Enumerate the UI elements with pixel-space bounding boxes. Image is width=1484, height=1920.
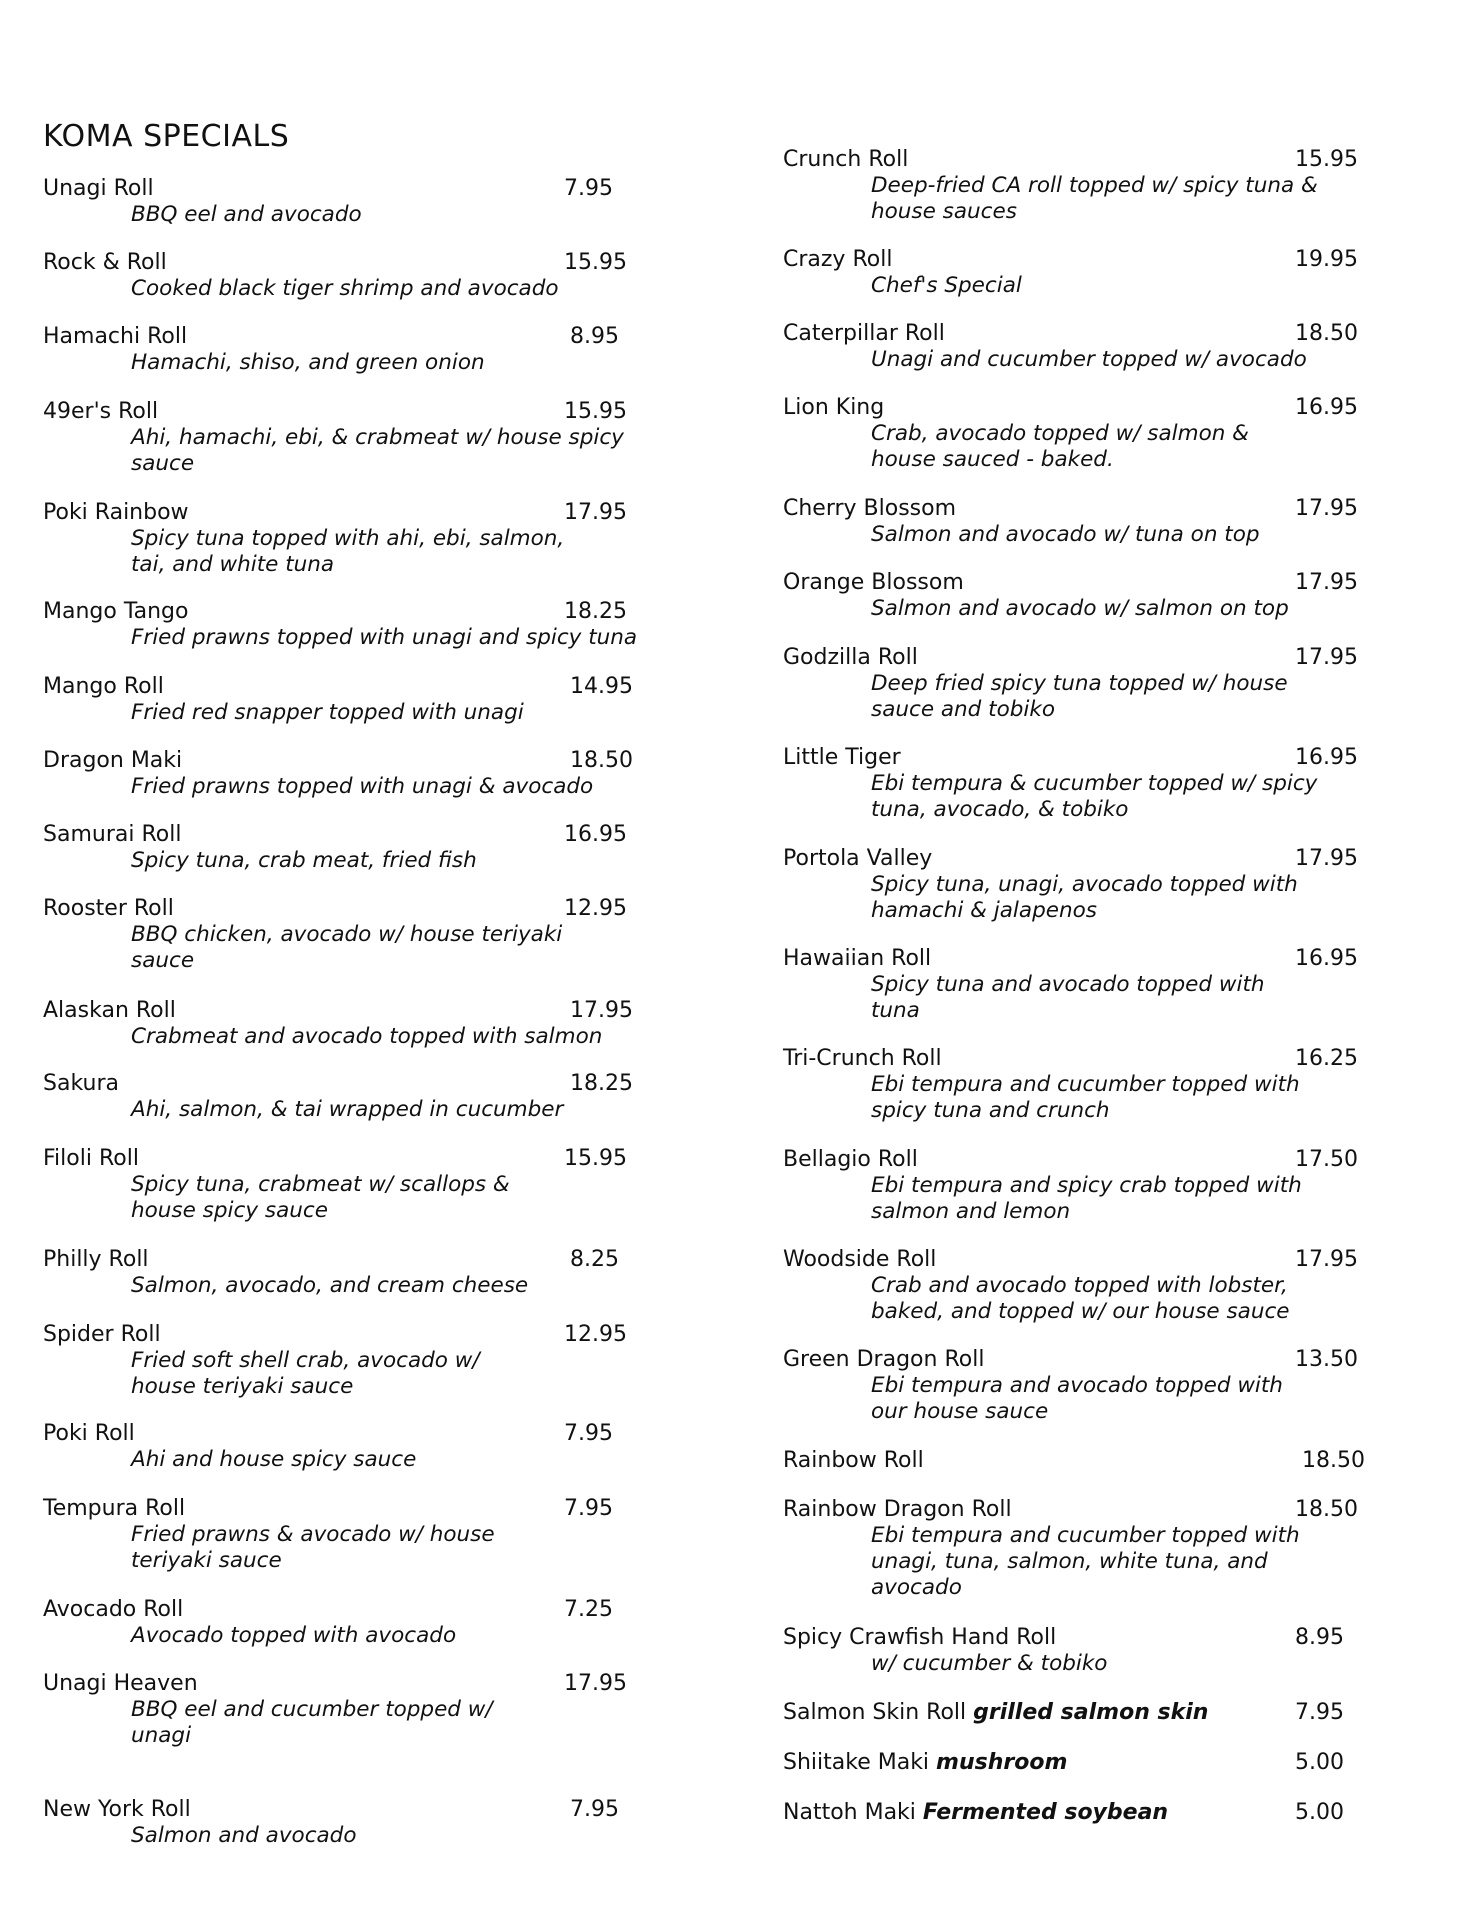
item-description <box>131 1097 671 1123</box>
item-name <box>43 1421 135 1446</box>
item-name <box>43 1671 198 1696</box>
item-description-line: Deep-fried CA roll topped w/ spicy tuna & <box>871 173 1318 198</box>
item-description <box>871 972 1411 1024</box>
item-price: 18.25 <box>564 599 627 624</box>
item-name <box>43 176 154 201</box>
item-description-line: Ebi tempura and cucumber topped with <box>871 1523 1300 1548</box>
item-name <box>783 147 908 172</box>
item-name-text: Rock & Roll <box>43 250 167 275</box>
item-description-line: unagi <box>131 1723 192 1748</box>
item-name <box>43 748 182 773</box>
item-name-text: Tempura Roll <box>43 1496 186 1521</box>
item-price: 16.95 <box>1295 946 1358 971</box>
item-description <box>871 522 1411 548</box>
item-description-line: sauce and tobiko <box>871 697 1055 722</box>
item-name-text: Philly Roll <box>43 1247 149 1272</box>
item-description-line: Ebi tempura and cucumber topped with <box>871 1072 1300 1097</box>
item-name <box>783 570 964 595</box>
item-price: 7.25 <box>564 1597 613 1622</box>
item-description <box>871 671 1411 723</box>
item-price: 8.95 <box>570 324 619 349</box>
item-description <box>871 1273 1411 1325</box>
item-description <box>131 1447 671 1473</box>
item-price: 17.95 <box>564 1671 627 1696</box>
item-name-text: Cherry Blossom <box>783 496 957 521</box>
item-name-text: Filoli Roll <box>43 1146 139 1171</box>
item-price: 15.95 <box>564 1146 627 1171</box>
item-price: 17.95 <box>1295 496 1358 521</box>
item-name <box>783 1448 924 1473</box>
item-description <box>871 421 1411 473</box>
item-description-line: house sauces <box>871 199 1017 224</box>
item-name-text: Avocado Roll <box>43 1597 184 1622</box>
item-description-line: Spicy tuna topped with ahi, ebi, salmon, <box>131 526 565 551</box>
item-name-text: Rainbow Dragon Roll <box>783 1497 1012 1522</box>
item-price: 13.50 <box>1295 1347 1358 1372</box>
item-description-line: BBQ eel and cucumber topped w/ <box>131 1697 493 1722</box>
item-price: 7.95 <box>564 1421 613 1446</box>
item-price: 18.50 <box>1295 321 1358 346</box>
item-description <box>131 848 671 874</box>
item-price: 7.95 <box>564 1496 613 1521</box>
item-description <box>871 1373 1411 1425</box>
item-description-line: Ebi tempura & cucumber topped w/ spicy <box>871 771 1318 796</box>
item-name-text: Spider Roll <box>43 1322 161 1347</box>
item-description <box>871 1651 1411 1677</box>
item-price: 17.50 <box>1295 1147 1358 1172</box>
item-name-text: Crunch Roll <box>783 147 909 172</box>
item-description-line: Cooked black tiger shrimp and avocado <box>131 276 559 301</box>
item-description-line: Crab, avocado topped w/ salmon & <box>871 421 1249 446</box>
item-description-line: Salmon, avocado, and cream cheese <box>131 1273 529 1298</box>
item-name <box>783 1046 942 1071</box>
page-title: KOMA SPECIALS <box>43 119 290 154</box>
item-description-line: Ahi, hamachi, ebi, & crabmeat w/ house spicy <box>131 425 624 450</box>
item-name <box>783 321 945 346</box>
item-description-line: Deep fried spicy tuna topped w/ house <box>871 671 1288 696</box>
item-name-text: Mango Tango <box>43 599 189 624</box>
item-name-text: Spicy Crawfish Hand Roll <box>783 1625 1057 1650</box>
item-description <box>131 1697 671 1749</box>
item-price: 12.95 <box>564 896 627 921</box>
item-inline-description: Fermented soybean <box>922 1800 1169 1825</box>
item-inline-description: grilled salmon skin <box>973 1700 1209 1725</box>
item-price: 18.50 <box>1302 1448 1365 1473</box>
item-price: 17.95 <box>1295 1247 1358 1272</box>
item-description <box>131 922 671 974</box>
item-price: 17.95 <box>564 500 627 525</box>
item-description-line: Fried prawns topped with unagi & avocado <box>131 774 594 799</box>
item-price: 18.25 <box>570 1071 633 1096</box>
item-name <box>43 1597 183 1622</box>
item-price: 7.95 <box>564 176 613 201</box>
item-name <box>783 1750 1067 1775</box>
item-description <box>131 1172 671 1224</box>
item-description <box>871 347 1411 373</box>
item-inline-description: mushroom <box>936 1750 1068 1775</box>
item-description <box>131 526 671 578</box>
item-name-text: Green Dragon Roll <box>783 1347 985 1372</box>
item-description <box>871 1072 1411 1124</box>
item-price: 16.95 <box>564 822 627 847</box>
item-price: 17.95 <box>1295 846 1358 871</box>
item-description <box>131 276 671 302</box>
item-name <box>43 1496 185 1521</box>
item-name-text: Lion King <box>783 395 885 420</box>
item-name-text: Salmon Skin Roll <box>783 1700 967 1725</box>
item-description <box>131 625 671 651</box>
item-description-line: tuna <box>871 998 920 1023</box>
item-description-line: Ahi, salmon, & tai wrapped in cucumber <box>131 1097 564 1122</box>
item-name-text: Rainbow Roll <box>783 1448 924 1473</box>
item-description-line: teriyaki sauce <box>131 1548 282 1573</box>
item-name-text: 49er's Roll <box>43 399 159 424</box>
item-price: 16.95 <box>1295 745 1358 770</box>
item-description-line: Crab and avocado topped with lobster, <box>871 1273 1288 1298</box>
item-name <box>43 822 181 847</box>
item-name-text: Portola Valley <box>783 846 933 871</box>
item-name-text: Crazy Roll <box>783 247 893 272</box>
item-description-line: Spicy tuna, unagi, avocado topped with <box>871 872 1298 897</box>
item-price: 19.95 <box>1295 247 1358 272</box>
item-description <box>131 1273 671 1299</box>
item-description <box>131 700 671 726</box>
item-description-line: baked, and topped w/ our house sauce <box>871 1299 1290 1324</box>
item-description-line: Fried red snapper topped with unagi <box>131 700 524 725</box>
item-name-text: Hawaiian Roll <box>783 946 932 971</box>
item-description <box>131 1823 671 1849</box>
item-description-line: house spicy sauce <box>131 1198 328 1223</box>
item-description-line: Fried soft shell crab, avocado w/ <box>131 1348 480 1373</box>
item-name <box>783 1247 936 1272</box>
item-name-text: Hamachi Roll <box>43 324 188 349</box>
item-description-line: Fried prawns & avocado w/ house <box>131 1522 495 1547</box>
item-description-line: Salmon and avocado w/ tuna on top <box>871 522 1260 547</box>
item-name <box>43 1247 149 1272</box>
item-name-text: Samurai Roll <box>43 822 182 847</box>
item-name <box>43 599 188 624</box>
item-description-line: house teriyaki sauce <box>131 1374 354 1399</box>
item-name-text: Unagi Roll <box>43 176 154 201</box>
item-name <box>783 395 884 420</box>
item-description-line: spicy tuna and crunch <box>871 1098 1110 1123</box>
item-description <box>871 173 1411 225</box>
item-name <box>43 998 176 1023</box>
item-name <box>43 1322 161 1347</box>
item-description <box>871 1173 1411 1225</box>
item-description-line: our house sauce <box>871 1399 1049 1424</box>
item-price: 5.00 <box>1295 1800 1344 1825</box>
item-description-line: tai, and white tuna <box>131 552 335 577</box>
item-name <box>783 745 901 770</box>
item-description-line: Spicy tuna and avocado topped with <box>871 972 1265 997</box>
item-price: 12.95 <box>564 1322 627 1347</box>
item-description-line: tuna, avocado, & tobiko <box>871 797 1129 822</box>
item-description-line: BBQ chicken, avocado w/ house teriyaki <box>131 922 563 947</box>
item-price: 17.95 <box>570 998 633 1023</box>
item-name <box>783 247 892 272</box>
item-description-line: Salmon and avocado <box>131 1823 357 1848</box>
item-name <box>43 674 164 699</box>
item-price: 15.95 <box>1295 147 1358 172</box>
item-name <box>783 645 918 670</box>
item-description <box>131 774 671 800</box>
item-description-line: Chef's Special <box>871 273 1022 298</box>
item-price: 7.95 <box>570 1797 619 1822</box>
item-description <box>871 771 1411 823</box>
item-description-line: Avocado topped with avocado <box>131 1623 457 1648</box>
item-description <box>131 425 671 477</box>
item-price: 18.50 <box>570 748 633 773</box>
item-description-line: house sauced - baked. <box>871 447 1114 472</box>
item-name <box>783 1625 1056 1650</box>
item-name <box>783 1147 918 1172</box>
item-description <box>131 1348 671 1400</box>
item-description <box>131 1522 671 1574</box>
item-description-line: sauce <box>131 451 195 476</box>
item-description-line: Ahi and house spicy sauce <box>131 1447 417 1472</box>
item-name-text: Nattoh Maki <box>783 1800 916 1825</box>
item-description-line: unagi, tuna, salmon, white tuna, and <box>871 1549 1268 1574</box>
item-price: 15.95 <box>564 250 627 275</box>
item-description-line: sauce <box>131 948 195 973</box>
item-description <box>131 1623 671 1649</box>
item-name-text: Shiitake Maki <box>783 1750 930 1775</box>
item-name <box>43 1797 191 1822</box>
item-name <box>783 846 932 871</box>
item-name <box>783 496 956 521</box>
item-name-text: Tri-Crunch Roll <box>783 1046 942 1071</box>
item-name <box>783 1800 1168 1825</box>
item-description-line: salmon and lemon <box>871 1199 1071 1224</box>
item-price: 5.00 <box>1295 1750 1344 1775</box>
item-description-line: Spicy tuna, crab meat, fried fish <box>131 848 477 873</box>
item-description-line: Unagi and cucumber topped w/ avocado <box>871 347 1307 372</box>
item-name <box>43 1146 139 1171</box>
item-price: 18.50 <box>1295 1497 1358 1522</box>
item-name <box>783 1497 1012 1522</box>
item-price: 16.95 <box>1295 395 1358 420</box>
item-description-line: w/ cucumber & tobiko <box>871 1651 1108 1676</box>
item-name-text: Poki Rainbow <box>43 500 189 525</box>
item-description-line: Crabmeat and avocado topped with salmon <box>131 1024 603 1049</box>
item-description <box>871 1523 1411 1601</box>
item-description <box>131 1024 671 1050</box>
item-name <box>783 1700 1208 1725</box>
item-name-text: Rooster Roll <box>43 896 174 921</box>
item-price: 17.95 <box>1295 645 1358 670</box>
item-name <box>43 896 174 921</box>
item-name <box>43 500 189 525</box>
item-price: 8.25 <box>570 1247 619 1272</box>
item-description-line: hamachi & jalapenos <box>871 898 1097 923</box>
item-description <box>131 350 671 376</box>
item-price: 7.95 <box>1295 1700 1344 1725</box>
item-description-line: Fried prawns topped with unagi and spicy tuna <box>131 625 638 650</box>
item-name-text: Unagi Heaven <box>43 1671 198 1696</box>
item-name-text: Dragon Maki <box>43 748 183 773</box>
item-description-line: Salmon and avocado w/ salmon on top <box>871 596 1289 621</box>
item-name-text: Poki Roll <box>43 1421 135 1446</box>
item-description-line: avocado <box>871 1575 962 1600</box>
item-price: 17.95 <box>1295 570 1358 595</box>
item-description-line: BBQ eel and avocado <box>131 202 362 227</box>
item-name-text: New York Roll <box>43 1797 191 1822</box>
item-price: 15.95 <box>564 399 627 424</box>
item-name-text: Mango Roll <box>43 674 164 699</box>
item-price: 16.25 <box>1295 1046 1358 1071</box>
item-description-line: Hamachi, shiso, and green onion <box>131 350 485 375</box>
item-description <box>131 202 671 228</box>
item-description <box>871 872 1411 924</box>
item-name-text: Alaskan Roll <box>43 998 176 1023</box>
item-description <box>871 273 1411 299</box>
item-name-text: Bellagio Roll <box>783 1147 918 1172</box>
item-description <box>871 596 1411 622</box>
item-description-line: Spicy tuna, crabmeat w/ scallops & <box>131 1172 510 1197</box>
item-name-text: Godzilla Roll <box>783 645 918 670</box>
item-name-text: Caterpillar Roll <box>783 321 945 346</box>
item-description-line: Ebi tempura and spicy crab topped with <box>871 1173 1302 1198</box>
item-name-text: Sakura <box>43 1071 119 1096</box>
item-name <box>783 946 931 971</box>
item-name <box>783 1347 984 1372</box>
item-name <box>43 250 167 275</box>
item-description-line: Ebi tempura and avocado topped with <box>871 1373 1283 1398</box>
item-name <box>43 1071 119 1096</box>
item-name <box>43 324 187 349</box>
item-name <box>43 399 158 424</box>
item-name-text: Woodside Roll <box>783 1247 937 1272</box>
item-price: 14.95 <box>570 674 633 699</box>
item-name-text: Little Tiger <box>783 745 901 770</box>
item-name-text: Orange Blossom <box>783 570 964 595</box>
item-price: 8.95 <box>1295 1625 1344 1650</box>
